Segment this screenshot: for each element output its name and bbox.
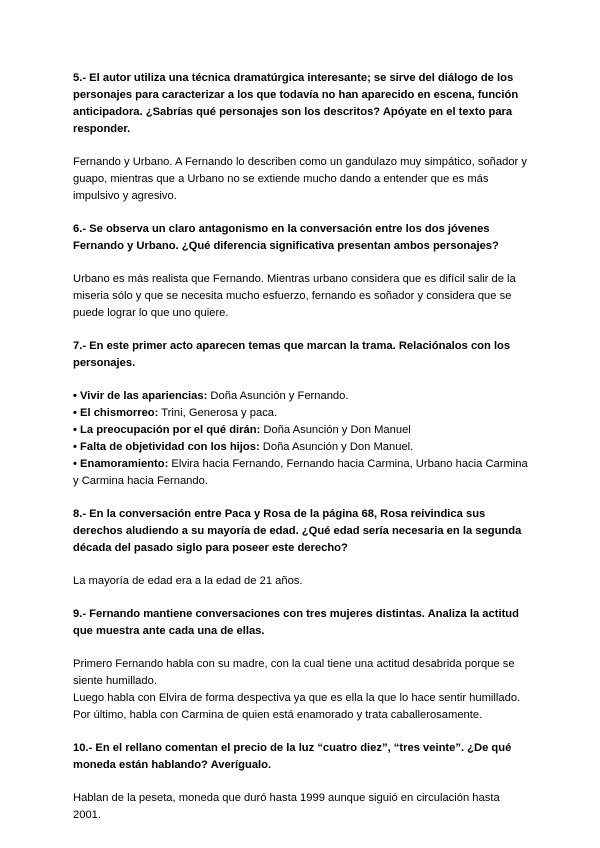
list-item	[73, 405, 530, 422]
theme-value: Doña Asunción y Don Manuel.	[259, 441, 414, 453]
theme-term: • Falta de objetividad con los hijos:	[73, 441, 260, 453]
theme-value: Trini, Generosa y paca.	[158, 407, 278, 419]
question-10: 10.- En el rellano comentan el precio de la luz “cuatro diez”, “tres veinte”. ¿De qué moneda están hablando? Averígualo.	[73, 742, 512, 771]
list-item	[73, 422, 530, 439]
answer-10: Hablan de la peseta, moneda que duró hasta 1999 aunque siguió en circulación hasta 2001.	[73, 792, 500, 821]
question-9: 9.- Fernando mantiene conversaciones con tres mujeres distintas. Analiza la actitud que muestra ante cada una de ellas.	[73, 608, 519, 637]
theme-term: • Enamoramiento:	[73, 458, 169, 470]
question-7: 7.- En este primer acto aparecen temas que marcan la trama. Relaciónalos con los personajes.	[73, 340, 511, 369]
question-5: 5.- El autor utiliza una técnica dramatúrgica interesante; se sirve del diálogo de los personajes para caracterizar a los que todavía no han aparecido en escena, función anticipadora. ¿Sabrías qué personajes son los descritos? Apóyate en el texto para responder.	[73, 72, 519, 135]
theme-value: Doña Asunción y Don Manuel	[260, 424, 411, 436]
answer-6: Urbano es más realista que Fernando. Mientras urbano considera que es difícil salir de la miseria sólo y que se necesita mucho esfuerzo, fernando es soñador y considera que se puede lograr lo que uno quiere.	[73, 273, 516, 319]
question-8: 8.- En la conversación entre Paca y Rosa de la página 68, Rosa reivindica sus derechos aludiendo a su mayoría de edad. ¿Qué edad sería necesaria en la segunda década del pasado siglo para poseer este derecho?	[73, 508, 522, 554]
answer-5: Fernando y Urbano. A Fernando lo describen como un gandulazo muy simpático, soñador y guapo, mientras que a Urbano no se extiende mucho dando a entender que es más impulsivo y agresivo.	[73, 156, 527, 202]
answer-line: Por último, habla con Carmina de quien está enamorado y trata caballerosamente.	[73, 709, 483, 721]
list-item	[73, 439, 530, 456]
themes-list	[73, 388, 530, 490]
answer-line: Primero Fernando habla con su madre, con la cual tiene una actitud desabrida porque se siente humillado.	[73, 658, 515, 687]
theme-value: Elvira hacia Fernando, Fernando hacia Carmina, Urbano hacia Carmina y Carmina hacia Fernando.	[73, 458, 528, 487]
answer-line: Luego habla con Elvira de forma despectiva ya que es ella la que lo hace sentir humillado.	[73, 692, 521, 704]
list-item	[73, 388, 530, 405]
theme-term: • El chismorreo:	[73, 407, 159, 419]
theme-term: • Vivir de las apariencias:	[73, 390, 208, 402]
theme-value: Doña Asunción y Fernando.	[207, 390, 349, 402]
question-6: 6.- Se observa un claro antagonismo en la conversación entre los dos jóvenes Fernando y Urbano. ¿Qué diferencia significativa presentan ambos personajes?	[73, 223, 499, 252]
list-item	[73, 456, 530, 490]
answer-8: La mayoría de edad era a la edad de 21 años.	[73, 575, 303, 587]
theme-term: • La preocupación por el qué dirán:	[73, 424, 261, 436]
answer-9	[73, 656, 530, 724]
